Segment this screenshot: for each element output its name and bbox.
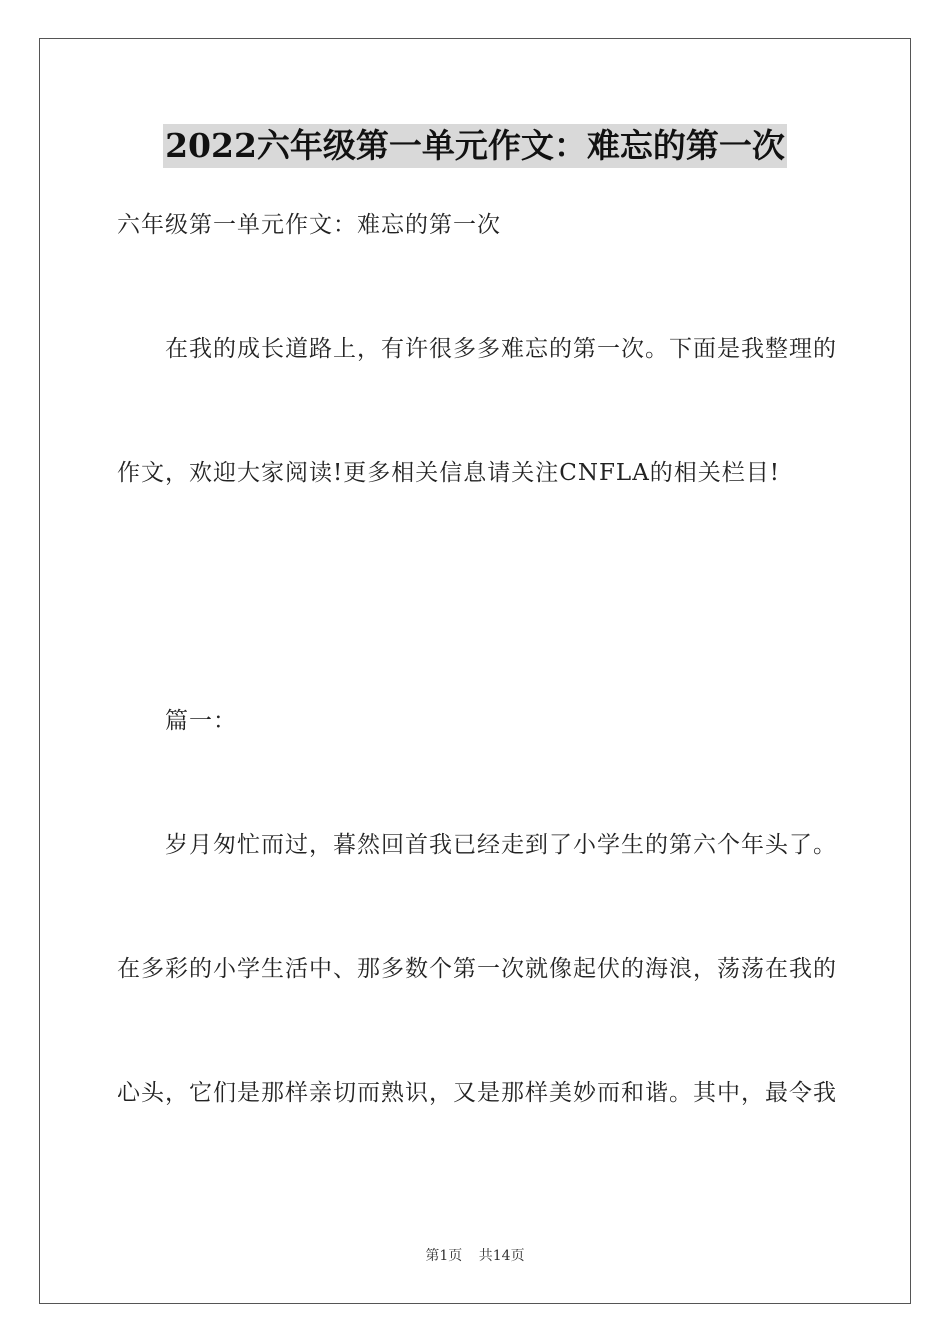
page-number: 第1页 [425, 1248, 463, 1264]
section-heading: 篇一： [165, 708, 237, 734]
page-total: 共14页 [478, 1248, 525, 1264]
paragraph-line: 岁月匆忙而过，暮然回首我已经走到了小学生的第六个年头了。 [165, 832, 837, 858]
paragraph-line: 作文，欢迎大家阅读!更多相关信息请关注CNFLA的相关栏目! [117, 460, 781, 486]
paragraph-line: 在我的成长道路上，有许很多多难忘的第一次。下面是我整理的 [165, 336, 837, 362]
paragraph-line: 在多彩的小学生活中、那多数个第一次就像起伏的海浪，荡荡在我的 [117, 956, 837, 982]
document-title-text: 2022六年级第一单元作文：难忘的第一次 [163, 124, 787, 168]
subtitle-line: 六年级第一单元作文：难忘的第一次 [117, 212, 501, 238]
paragraph-line: 心头，它们是那样亲切而熟识，又是那样美妙而和谐。其中，最令我 [117, 1080, 837, 1106]
document-title [0, 124, 950, 168]
page-footer [0, 1246, 950, 1266]
